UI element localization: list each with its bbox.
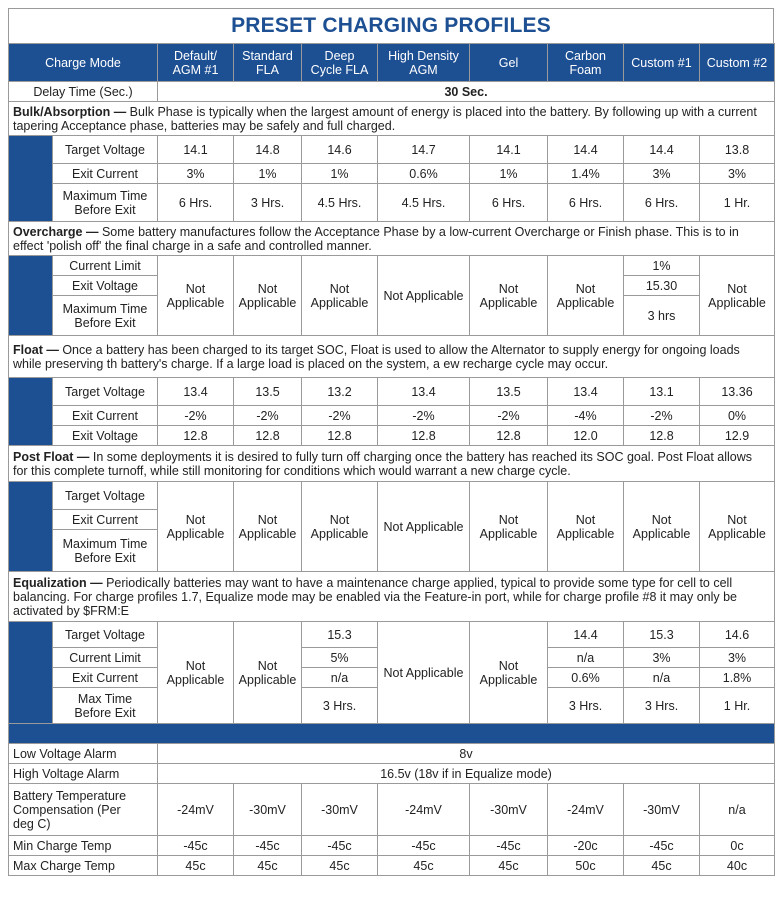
float-ev-gel: 12.8 (470, 426, 548, 446)
eq-tv-custom-2: 14.6 (700, 622, 775, 648)
overcharge-max-time-custom-1: 3 hrs (624, 296, 700, 336)
separator-bar (9, 724, 775, 744)
not-applicable-pf-carbon (548, 482, 624, 572)
overcharge-label-current-limit: Current Limit (53, 256, 158, 276)
section-desc-text: Periodically batteries may want to have a maintenance charge applied, typical to provide some type for cell to cell balancing. For charge profiles 1.7, Equalize mode may be enabled via the Feature-in port, while for charge profile #8 it may only be activated by $FRM:E (13, 575, 738, 618)
max-charge-temp-carbon-foam: 50c (548, 856, 624, 876)
float-tv-carbon-foam: 13.4 (548, 378, 624, 406)
cell-text-line: Not (498, 658, 519, 673)
section-title: Bulk/Absorption (13, 104, 111, 119)
section-dash: — (86, 575, 107, 590)
bulk-ec-row (9, 164, 775, 184)
max-charge-temp-standard-fla: 45c (234, 856, 302, 876)
min-charge-temp-high-density-agm: -45c (378, 836, 470, 856)
eq-label-target-voltage: Target Voltage (53, 622, 158, 648)
float-ec-high-density-agm: -2% (378, 406, 470, 426)
float-tv-custom-1: 13.1 (624, 378, 700, 406)
section-postfloat-description (9, 446, 775, 482)
section-postfloat-row (9, 446, 775, 482)
overcharge-exit-voltage-custom-1: 15.30 (624, 276, 700, 296)
bulk-ec-custom-2: 3% (700, 164, 775, 184)
delay-row (9, 82, 775, 102)
section-dash: — (82, 224, 102, 239)
cell-text-line: Before Exit (74, 202, 136, 217)
cell-text-line: Not (651, 512, 672, 527)
section-bulk-description (9, 102, 775, 136)
bulk-tv-standard-fla: 14.8 (234, 136, 302, 164)
float-label-ec: Exit Current (53, 406, 158, 426)
bulk-label-tv: Target Voltage (53, 136, 158, 164)
cell-text-line: Applicable (708, 295, 766, 310)
section-desc-text: Bulk Phase is typically when the largest amount of energy is placed into the battery. By following up with a current tapering Acceptance phase, batteries may be safely and full charged. (13, 104, 757, 133)
cell-text-line: Not (498, 281, 519, 296)
cell-text-line: Max Time (77, 691, 133, 706)
section-title: Equalization (13, 575, 87, 590)
cell-text-line: Applicable (238, 672, 297, 687)
temp-compensation-default-agm: -24mV (158, 784, 234, 836)
eq-mt-carbon-foam: 3 Hrs. (548, 688, 624, 724)
header-default-agm (158, 44, 234, 82)
cell-text-line: Foam (569, 62, 602, 77)
bulk-mt-deep-cycle-fla: 4.5 Hrs. (302, 184, 378, 222)
section-title: Post Float (13, 449, 74, 464)
cell-text-line: Not (185, 512, 206, 527)
low-voltage-alarm-row (9, 744, 775, 764)
section-overcharge-description (9, 222, 775, 256)
float-ev-carbon-foam: 12.0 (548, 426, 624, 446)
bulk-ec-custom-1: 3% (624, 164, 700, 184)
cell-text-line: FLA (256, 62, 279, 77)
float-ev-row (9, 426, 775, 446)
bulk-ec-default-agm: 3% (158, 164, 234, 184)
float-label-tv: Target Voltage (53, 378, 158, 406)
temp-compensation-standard-fla: -30mV (234, 784, 302, 836)
cell-text-line: AGM (409, 62, 438, 77)
max-charge-temp-custom-1: 45c (624, 856, 700, 876)
profiles-sheet (8, 8, 774, 876)
max-charge-temp-gel: 45c (470, 856, 548, 876)
cell-text-line: Applicable (556, 526, 615, 541)
min-charge-temp-carbon-foam: -20c (548, 836, 624, 856)
float-ec-row (9, 406, 775, 426)
temp-compensation-label (9, 784, 158, 836)
float-ev-high-density-agm: 12.8 (378, 426, 470, 446)
section-float-row (9, 336, 775, 378)
float-tv-high-density-agm: 13.4 (378, 378, 470, 406)
not-applicable-oc-highdensity: Not Applicable (378, 256, 470, 336)
section-color-bar (9, 256, 53, 336)
max-charge-temp-deep-cycle-fla: 45c (302, 856, 378, 876)
eq-cl-custom-1: 3% (624, 648, 700, 668)
section-desc-text: In some deployments it is desired to fully turn off charging once the battery has reached its SOC goal. Post Float allows for this complete turnoff, while still monitoring for conditions which would warrant a new charge cycle. (13, 449, 753, 478)
overcharge-row-1 (9, 256, 775, 276)
temp-compensation-row (9, 784, 775, 836)
cell-text-line: Applicable (166, 295, 225, 310)
eq-tv-carbon-foam: 14.4 (548, 622, 624, 648)
section-color-bar (9, 136, 53, 222)
header-row (9, 44, 775, 82)
min-charge-temp-label: Min Charge Temp (9, 836, 158, 856)
section-desc-text: Once a battery has been charged to its target SOC, Float is used to allow the Alternator to supply energy for ongoing loads while preserving th battery's charge. If a large load is placed on the system, a ew recharge cycle may occur. (13, 342, 740, 371)
delay-label: Delay Time (Sec.) (9, 82, 158, 102)
eq-ec-deep-cycle-fla: n/a (302, 668, 378, 688)
bulk-ec-gel: 1% (470, 164, 548, 184)
bulk-mt-default-agm: 6 Hrs. (158, 184, 234, 222)
bulk-ec-deep-cycle-fla: 1% (302, 164, 378, 184)
float-ec-deep-cycle-fla: -2% (302, 406, 378, 426)
section-title: Float (13, 342, 43, 357)
temp-compensation-carbon-foam: -24mV (548, 784, 624, 836)
cell-text-line: Not (185, 281, 206, 296)
cell-text-line: Applicable (632, 526, 691, 541)
cell-text-line: AGM #1 (172, 62, 219, 77)
bulk-mt-high-density-agm: 4.5 Hrs. (378, 184, 470, 222)
cell-text-line: Not (329, 512, 350, 527)
cell-text-line: deg C) (13, 816, 51, 831)
bulk-mt-row (9, 184, 775, 222)
cell-text-line: Not (575, 281, 596, 296)
eq-row-1 (9, 622, 775, 648)
cell-text-line: Not (575, 512, 596, 527)
float-ev-deep-cycle-fla: 12.8 (302, 426, 378, 446)
bulk-ec-carbon-foam: 1.4% (548, 164, 624, 184)
cell-text-line: Not (257, 658, 278, 673)
page-title: PRESET CHARGING PROFILES (8, 8, 774, 43)
not-applicable-pf-standard (234, 482, 302, 572)
bulk-tv-deep-cycle-fla: 14.6 (302, 136, 378, 164)
cell-text-line: Maximum Time (62, 301, 148, 316)
float-tv-row (9, 378, 775, 406)
bulk-mt-carbon-foam: 6 Hrs. (548, 184, 624, 222)
min-charge-temp-custom-2: 0c (700, 836, 775, 856)
postfloat-row-1 (9, 482, 775, 510)
temp-compensation-gel: -30mV (470, 784, 548, 836)
eq-cl-carbon-foam: n/a (548, 648, 624, 668)
cell-text-line: Not (498, 512, 519, 527)
bulk-mt-standard-fla: 3 Hrs. (234, 184, 302, 222)
header-carbon-foam (548, 44, 624, 82)
cell-text-line: Applicable (238, 526, 297, 541)
min-charge-temp-default-agm: -45c (158, 836, 234, 856)
bulk-tv-custom-1: 14.4 (624, 136, 700, 164)
cell-text-line: Default/ (173, 48, 218, 63)
cell-text-line: Not (727, 281, 747, 296)
not-applicable-pf-gel (470, 482, 548, 572)
cell-text-line: Applicable (238, 295, 297, 310)
postfloat-label-target-voltage: Target Voltage (53, 482, 158, 510)
float-ev-custom-1: 12.8 (624, 426, 700, 446)
low-voltage-alarm-value: 8v (158, 744, 775, 764)
cell-text-line: Applicable (166, 672, 225, 687)
not-applicable-oc-deep (302, 256, 378, 336)
cell-text-line: Applicable (479, 672, 538, 687)
eq-label-current-limit: Current Limit (53, 648, 158, 668)
float-ev-standard-fla: 12.8 (234, 426, 302, 446)
cell-text-line: Battery Temperature (13, 788, 127, 803)
cell-text-line: Not (329, 281, 350, 296)
eq-tv-custom-1: 15.3 (624, 622, 700, 648)
not-applicable-pf-custom1 (624, 482, 700, 572)
eq-cl-deep-cycle-fla: 5% (302, 648, 378, 668)
bulk-mt-gel: 6 Hrs. (470, 184, 548, 222)
section-overcharge-row (9, 222, 775, 256)
bulk-tv-row (9, 136, 775, 164)
cell-text-line: Before Exit (74, 315, 136, 330)
not-applicable-eq-gel (470, 622, 548, 724)
bulk-ec-high-density-agm: 0.6% (378, 164, 470, 184)
eq-cl-custom-2: 3% (700, 648, 775, 668)
bulk-mt-custom-1: 6 Hrs. (624, 184, 700, 222)
section-color-bar (9, 482, 53, 572)
separator-row (9, 724, 775, 744)
temp-compensation-custom-1: -30mV (624, 784, 700, 836)
profiles-table (8, 43, 775, 876)
eq-label-max-time (53, 688, 158, 724)
header-custom-2: Custom #2 (700, 44, 775, 82)
temp-compensation-high-density-agm: -24mV (378, 784, 470, 836)
cell-text-line: Standard (242, 48, 293, 63)
not-applicable-pf-default (158, 482, 234, 572)
cell-text-line: Applicable (166, 526, 225, 541)
bulk-ec-standard-fla: 1% (234, 164, 302, 184)
not-applicable-oc-custom2 (700, 256, 775, 336)
header-charge-mode: Charge Mode (9, 44, 158, 82)
not-applicable-pf-highdensity: Not Applicable (378, 482, 470, 572)
eq-mt-deep-cycle-fla: 3 Hrs. (302, 688, 378, 724)
max-charge-temp-default-agm: 45c (158, 856, 234, 876)
cell-text-line: Applicable (310, 526, 369, 541)
cell-text-line: Not (257, 281, 278, 296)
float-ec-gel: -2% (470, 406, 548, 426)
header-standard-fla (234, 44, 302, 82)
section-text (13, 343, 740, 371)
section-text (13, 576, 737, 618)
min-charge-temp-custom-1: -45c (624, 836, 700, 856)
float-ec-custom-2: 0% (700, 406, 775, 426)
float-tv-custom-2: 13.36 (700, 378, 775, 406)
float-ec-standard-fla: -2% (234, 406, 302, 426)
cell-text-line: Deep (324, 48, 355, 63)
bulk-label-ec: Exit Current (53, 164, 158, 184)
cell-text-line: Not (257, 512, 278, 527)
max-charge-temp-label: Max Charge Temp (9, 856, 158, 876)
bulk-tv-gel: 14.1 (470, 136, 548, 164)
cell-text-line: Applicable (310, 295, 369, 310)
eq-mt-custom-2: 1 Hr. (700, 688, 775, 724)
cell-text-line: Before Exit (74, 705, 136, 720)
not-applicable-oc-gel (470, 256, 548, 336)
float-ec-carbon-foam: -4% (548, 406, 624, 426)
low-voltage-alarm-label: Low Voltage Alarm (9, 744, 158, 764)
header-high-density-agm (378, 44, 470, 82)
cell-text-line: Compensation (Per (13, 802, 121, 817)
max-charge-temp-row (9, 856, 775, 876)
eq-label-exit-current: Exit Current (53, 668, 158, 688)
eq-ec-custom-1: n/a (624, 668, 700, 688)
bulk-tv-high-density-agm: 14.7 (378, 136, 470, 164)
float-tv-deep-cycle-fla: 13.2 (302, 378, 378, 406)
section-text (13, 105, 757, 133)
min-charge-temp-row (9, 836, 775, 856)
header-custom-1: Custom #1 (624, 44, 700, 82)
cell-text-line: Not (727, 512, 747, 527)
high-voltage-alarm-row (9, 764, 775, 784)
section-color-bar (9, 378, 53, 446)
cell-text-line: High Density (388, 48, 459, 63)
bulk-label-mt (53, 184, 158, 222)
header-gel: Gel (470, 44, 548, 82)
section-equalization-description (9, 572, 775, 622)
bulk-tv-default-agm: 14.1 (158, 136, 234, 164)
eq-ec-custom-2: 1.8% (700, 668, 775, 688)
float-ec-custom-1: -2% (624, 406, 700, 426)
section-desc-text: Some battery manufactures follow the Acceptance Phase by a low-current Overcharge or Finish phase. This is to in effect 'polish off' the final charge in a safe and controlled manner. (13, 224, 739, 253)
float-label-ev: Exit Voltage (53, 426, 158, 446)
header-deep-cycle-fla (302, 44, 378, 82)
cell-text-line: Cycle FLA (310, 62, 369, 77)
bulk-tv-custom-2: 13.8 (700, 136, 775, 164)
high-voltage-alarm-value: 16.5v (18v if in Equalize mode) (158, 764, 775, 784)
bulk-mt-custom-2: 1 Hr. (700, 184, 775, 222)
section-title: Overcharge (13, 224, 83, 239)
not-applicable-pf-deep (302, 482, 378, 572)
not-applicable-eq-default (158, 622, 234, 724)
not-applicable-oc-default (158, 256, 234, 336)
float-tv-gel: 13.5 (470, 378, 548, 406)
min-charge-temp-deep-cycle-fla: -45c (302, 836, 378, 856)
min-charge-temp-standard-fla: -45c (234, 836, 302, 856)
temp-compensation-custom-2: n/a (700, 784, 775, 836)
section-text (13, 225, 739, 253)
temp-compensation-deep-cycle-fla: -30mV (302, 784, 378, 836)
float-tv-standard-fla: 13.5 (234, 378, 302, 406)
eq-tv-deep-cycle-fla: 15.3 (302, 622, 378, 648)
cell-text-line: Applicable (708, 526, 766, 541)
not-applicable-oc-standard (234, 256, 302, 336)
float-ev-custom-2: 12.9 (700, 426, 775, 446)
float-ec-default-agm: -2% (158, 406, 234, 426)
not-applicable-eq-standard (234, 622, 302, 724)
max-charge-temp-custom-2: 40c (700, 856, 775, 876)
section-dash: — (110, 104, 130, 119)
delay-value: 30 Sec. (158, 82, 775, 102)
postfloat-label-max-time (53, 530, 158, 572)
cell-text-line: Maximum Time (62, 536, 148, 551)
section-color-bar (9, 622, 53, 724)
max-charge-temp-high-density-agm: 45c (378, 856, 470, 876)
postfloat-label-exit-current: Exit Current (53, 510, 158, 530)
cell-text-line: Carbon (565, 48, 606, 63)
cell-text-line: Applicable (479, 295, 538, 310)
high-voltage-alarm-label: High Voltage Alarm (9, 764, 158, 784)
section-bulk-row (9, 102, 775, 136)
not-applicable-oc-carbon (548, 256, 624, 336)
section-text (13, 450, 752, 478)
min-charge-temp-gel: -45c (470, 836, 548, 856)
section-dash: — (42, 342, 63, 357)
cell-text-line: Not (185, 658, 206, 673)
float-tv-default-agm: 13.4 (158, 378, 234, 406)
not-applicable-pf-custom2 (700, 482, 775, 572)
section-equalization-row (9, 572, 775, 622)
eq-ec-carbon-foam: 0.6% (548, 668, 624, 688)
cell-text-line: Applicable (479, 526, 538, 541)
overcharge-label-max-time (53, 296, 158, 336)
overcharge-label-exit-voltage: Exit Voltage (53, 276, 158, 296)
cell-text-line: Before Exit (74, 550, 136, 565)
section-float-description (9, 336, 775, 378)
section-dash: — (73, 449, 93, 464)
overcharge-current-limit-custom-1: 1% (624, 256, 700, 276)
cell-text-line: Applicable (556, 295, 615, 310)
not-applicable-eq-highdensity: Not Applicable (378, 622, 470, 724)
eq-mt-custom-1: 3 Hrs. (624, 688, 700, 724)
float-ev-default-agm: 12.8 (158, 426, 234, 446)
cell-text-line: Maximum Time (62, 188, 148, 203)
bulk-tv-carbon-foam: 14.4 (548, 136, 624, 164)
